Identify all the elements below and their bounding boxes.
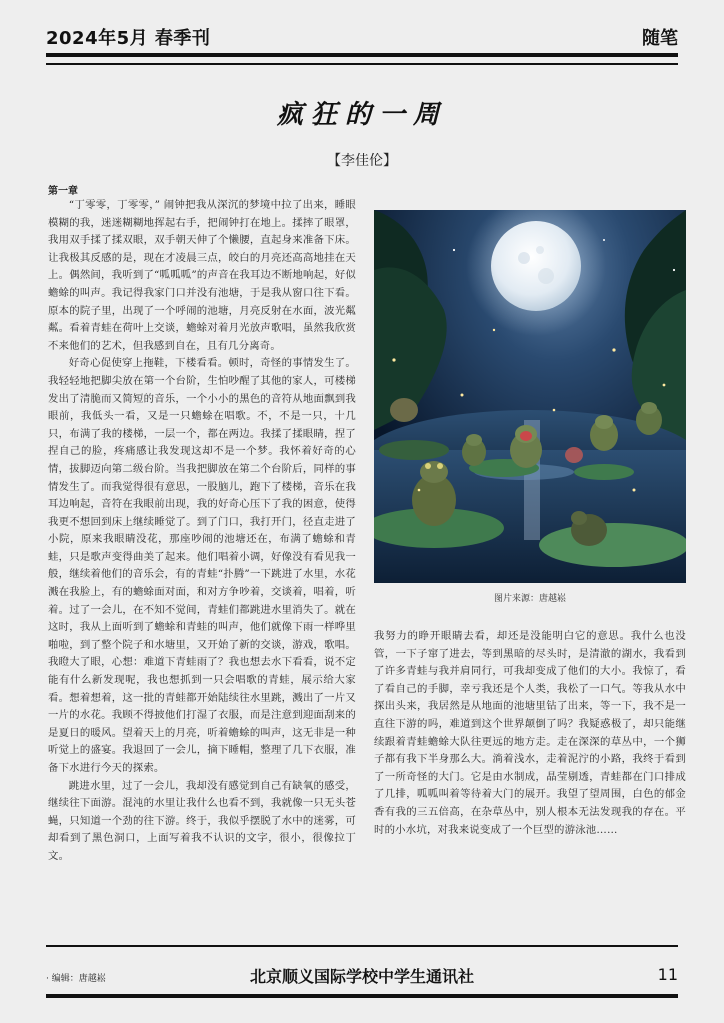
header-rule-thin bbox=[46, 63, 678, 65]
article-paragraph: “丁零零，丁零零，” 闹钟把我从深沉的梦境中拉了出来，睡眼模糊的我，迷迷糊糊地挥起右手，把闹钟打在地上。揉摔了眼罩，我用双手揉了揉双眼，双手朝天伸了个懒腰，直起身来准备下床。让我极其反感的是，现在才凌晨三点，皎白的月亮还高高地挂在天上。偶然间，我听到了“呱呱呱”的声音在我耳边不断地响起，好似蟾蜍的叫声。我记得我家门口并没有池塘，于是我从窗口往下看。原本的院子里，出现了一个呼闹的池塘，月亮反射在水面，波光粼粼。看着青蛙在荷叶上交谈，蟾蜍对着月光放声歌唱，虽然我欣赏不来他们的艺术，但我感到自在，且有几分离奇。 bbox=[48, 199, 356, 352]
article-paragraph: 跳进水里，过了一会儿，我却没有感觉到自己有缺氧的感受，继续往下面游。混沌的水里让我什么也看不到，我就像一只无头苍蝇，只知道一个劲的往下游。终于，我似乎摆脱了水中的迷雾，可却看到了黑色洞口，上面写着我不认识的文字，很小，很像拉丁文。 bbox=[48, 779, 356, 862]
article-column-left bbox=[48, 197, 356, 927]
footer-rule-thin bbox=[46, 945, 678, 947]
issue-label: 2024年5月 春季刊 bbox=[46, 28, 211, 49]
article-column-right bbox=[374, 628, 686, 878]
image-caption: 图片来源：唐越崧 bbox=[493, 594, 566, 604]
article-author: 【李佳伦】 bbox=[327, 153, 397, 169]
chapter-heading: 第一章 bbox=[48, 186, 78, 197]
section-label: 随笔 bbox=[642, 28, 678, 49]
article-illustration bbox=[374, 210, 686, 583]
editor-credit: · 编辑：唐越崧 bbox=[46, 974, 106, 984]
header-rule-thick bbox=[46, 53, 678, 57]
footer-rule-thick bbox=[46, 994, 678, 998]
article-paragraph: 我努力的睁开眼睛去看，却还是没能明白它的意思。我什么也没管，一下子窜了进去，等到黑暗的尽头时，是清澈的湖水，我看到了许多青蛙与我并肩同行，可我却变成了他们的大小。我惊了，看了看自己的手脚，幸亏我还是个人类，我松了一口气。等我从水中探出头来，我居然是从地面的池塘里钻了出来，等一下，我不是一直往下游的吗，难道到这个世界颠倒了吗？我疑惑极了，却只能继续跟着青蛙蟾蜍大队往更远的地方走。走在深深的草丛中，一个狮子都有我下半身那么大。淌着浅水，走着泥泞的小路，我终于看到了一所奇怪的大门。它是由水制成，晶莹剔透，青蛙都在门口排成了几排，呱呱叫着等待着大门的展开。我望了望周围，白色的郁金香有我的三五倍高，在杂草丛中，别人根本无法发现我的存在。平时的小水坑，对我来说变成了一个巨型的游泳池…… bbox=[374, 630, 686, 836]
page-number: 11 bbox=[657, 965, 678, 984]
publisher-name: 北京顺义国际学校中学生通讯社 bbox=[249, 967, 474, 986]
article-paragraph: 好奇心促使穿上拖鞋，下楼看看。顿时，奇怪的事情发生了。我轻轻地把脚尖放在第一个台阶，生怕吵醒了其他的家人，可楼梯发出了清脆而又简短的音乐，一个小小的黑色的音符从地面飘到我眼前，我低头一看，又是一只蟾蜍在唱歌。不，不是一只，十几只，布满了我的楼梯，一层一个，都在两边。我揉了揉眼睛，捏了捏自己的脸，疼痛感让我发现这却不是一个梦。我怀着好奇的心情，拔脚迈向第二级台阶。当我把脚放在第二个台阶后，同样的事情发生了。而我觉得很有意思，一股脑儿，跑下了楼梯，音乐在我耳边响起，音符在我眼前出现，我的好奇心压下了我的困意，使得我更不想回到床上继续睡觉了。到了门口，我打开门，径直走进了小院，原来我眼睛没花，那座吵闹的池塘还在，布满了蟾蜍和青蛙，只是歌声变得曲美了起来。他们唱着小调，好像没有看见我一般，继续着他们的音乐会，有的青蛙“扑腾”一下跳进了水里，水花溅在我脸上，有的蟾蜍面对面，和对方争吵着，交谈着，唱着，听着。过了一会儿，在不知不觉间，青蛙们都跳进水里消失了。就在这时，我从上面听到了蟾蜍和青蛙的叫声，他们就像下雨一样哗里啪啦，到了整个院子和水塘里，又开始了新的交谈，游戏，歌唱。我瞪大了眼，心想：难道下青蛙雨了？我也想去水下看看，说不定能有什么新发现呢，我也想抓到一只会唱歌的青蛙，展示给大家看。想着想着，这一批的青蛙都开始陆续往水里跳，溅出了一片又一片的水花。我顾不得披他们打湿了衣服，而是注意到迎面刮来的是夏日的暖风。望着天上的月亮，听着蟾蜍的叫声，这无非是一种听觉上的盛宴。我退回了一会儿，摘下睡帽，整理了几下衣服，准备下水进行今天的探索。 bbox=[48, 357, 356, 774]
moonlit-pond-frogs-image bbox=[374, 210, 686, 583]
article-title: 疯狂的一周 bbox=[276, 100, 447, 130]
